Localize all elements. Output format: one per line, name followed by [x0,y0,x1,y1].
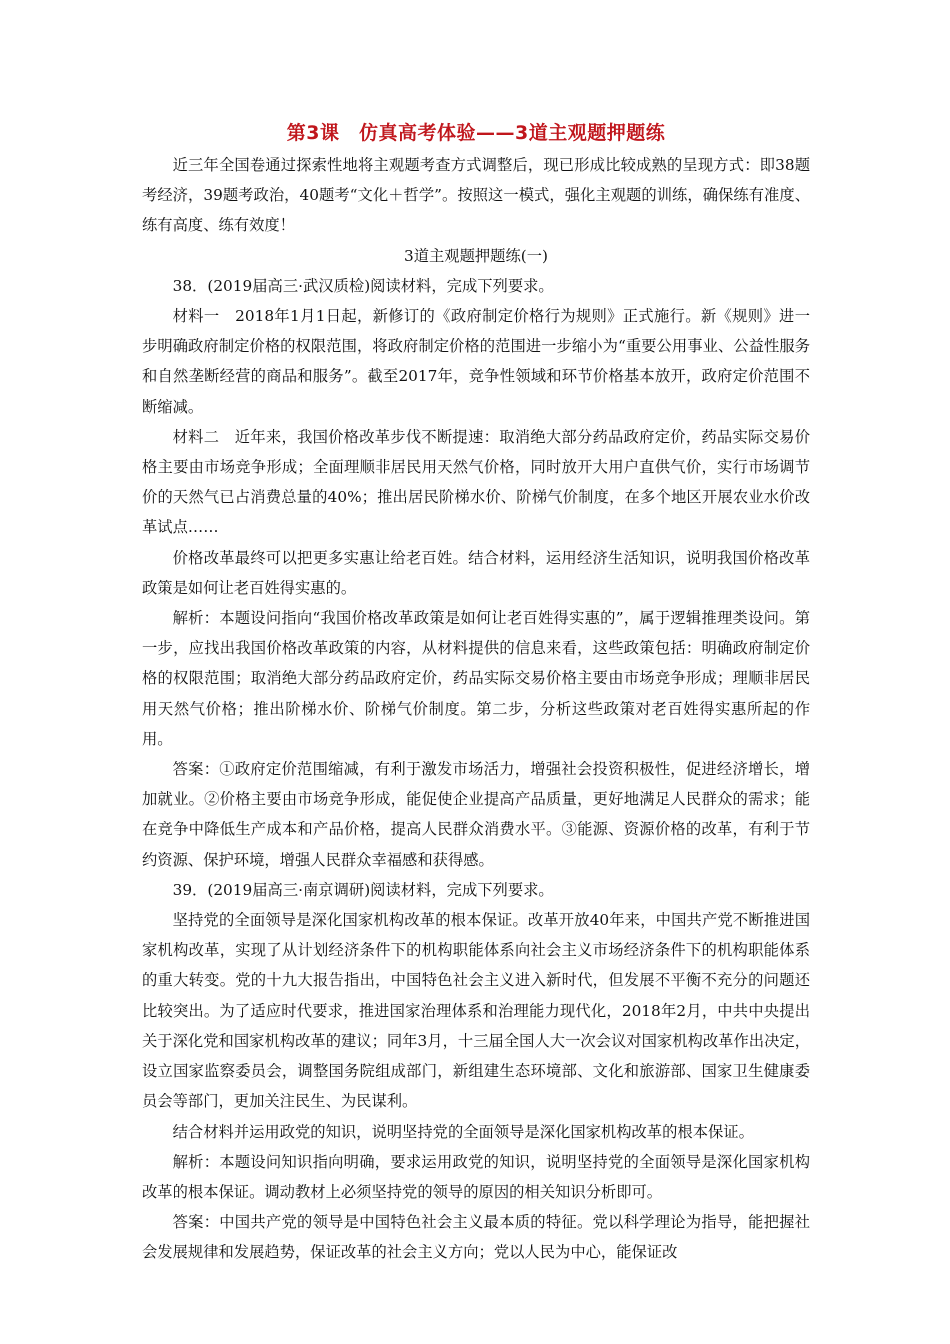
q39-question: 结合材料并运用政党的知识，说明坚持党的全面领导是深化国家机构改革的根本保证。 [172,1122,754,1141]
section-heading: 3道主观题押题练(一) [403,246,549,265]
lesson-title: 第3课 仿真高考体验——3道主观题押题练 [286,122,666,144]
q39-header: 39．(2019届高三·南京调研)阅读材料，完成下列要求。 [172,880,554,899]
q38-material-2: 材料二 近年来，我国价格改革步伐不断提速：取消绝大部分药品政府定价，药品实际交易价格主要由市场竞争形成；全面理顺非居民用天然气价格，同时放开大用户直供气价，实行市场调节价的天然气已占消费总量的40%；推出居民阶梯水价、阶梯气价制度，在多个地区开展农业水价改革试点…… [142,427,810,537]
intro-paragraph: 近三年全国卷通过探索性地将主观题考查方式调整后，现已形成比较成熟的呈现方式：即38题考经济，39题考政治，40题考“文化＋哲学”。按照这一模式，强化主观题的训练，确保练有准度、练有高度、练有效度！ [142,156,810,235]
q38-answer: 答案：①政府定价范围缩减，有利于激发市场活力，增强社会投资积极性，促进经济增长，增加就业。②价格主要由市场竞争形成，能促使企业提高产品质量，更好地满足人民群众的需求；能在竞争中降低生产成本和产品价格，提高人民群众消费水平。③能源、资源价格的改革，有利于节约资源、保护环境，增强人民群众幸福感和获得感。 [142,760,810,869]
q39-answer: 答案：中国共产党的领导是中国特色社会主义最本质的特征。党以科学理论为指导，能把握社会发展规律和发展趋势，保证改革的社会主义方向；党以人民为中心，能保证改 [142,1213,810,1262]
document-page [142,118,810,1268]
q38-header: 38．(2019届高三·武汉质检)阅读材料，完成下列要求。 [172,276,554,295]
q38-question: 价格改革最终可以把更多实惠让给老百姓。结合材料，运用经济生活知识，说明我国价格改革政策是如何让老百姓得实惠的。 [142,548,810,597]
q39-material: 坚持党的全面领导是深化国家机构改革的根本保证。改革开放40年来，中国共产党不断推进国家机构改革，实现了从计划经济条件下的机构职能体系向社会主义市场经济条件下的机构职能体系的重大转变。党的十九大报告指出，中国特色社会主义进入新时代，但发展不平衡不充分的问题还比较突出。为了适应时代要求，推进国家治理体系和治理能力现代化，2018年2月，中共中央提出关于深化党和国家机构改革的建议；同年3月，十三届全国人大一次会议对国家机构改革作出决定，设立国家监察委员会，调整国务院组成部门，新组建生态环境部、文化和旅游部、国家卫生健康委员会等部门，更加关注民生、为民谋利。 [142,911,810,1111]
q38-analysis: 解析：本题设问指向“我国价格改革政策是如何让老百姓得实惠的”，属于逻辑推理类设问。第一步，应找出我国价格改革政策的内容，从材料提供的信息来看，这些政策包括：明确政府制定价格的权限范围；取消绝大部分药品政府定价，药品实际交易价格主要由市场竞争形成；理顺非居民用天然气价格；推出阶梯水价、阶梯气价制度。第二步，分析这些政策对老百姓得实惠所起的作用。 [142,609,810,748]
q38-material-1: 材料一 2018年1月1日起，新修订的《政府制定价格行为规则》正式施行。新《规则》进一步明确政府制定价格的权限范围，将政府制定价格的范围进一步缩小为“重要公用事业、公益性服务和自然垄断经营的商品和服务”。截至2017年，竞争性领域和环节价格基本放开，政府定价范围不断缩减。 [142,307,810,416]
q39-analysis: 解析：本题设问知识指向明确，要求运用政党的知识，说明坚持党的全面领导是深化国家机构改革的根本保证。调动教材上必须坚持党的领导的原因的相关知识分析即可。 [142,1152,810,1201]
